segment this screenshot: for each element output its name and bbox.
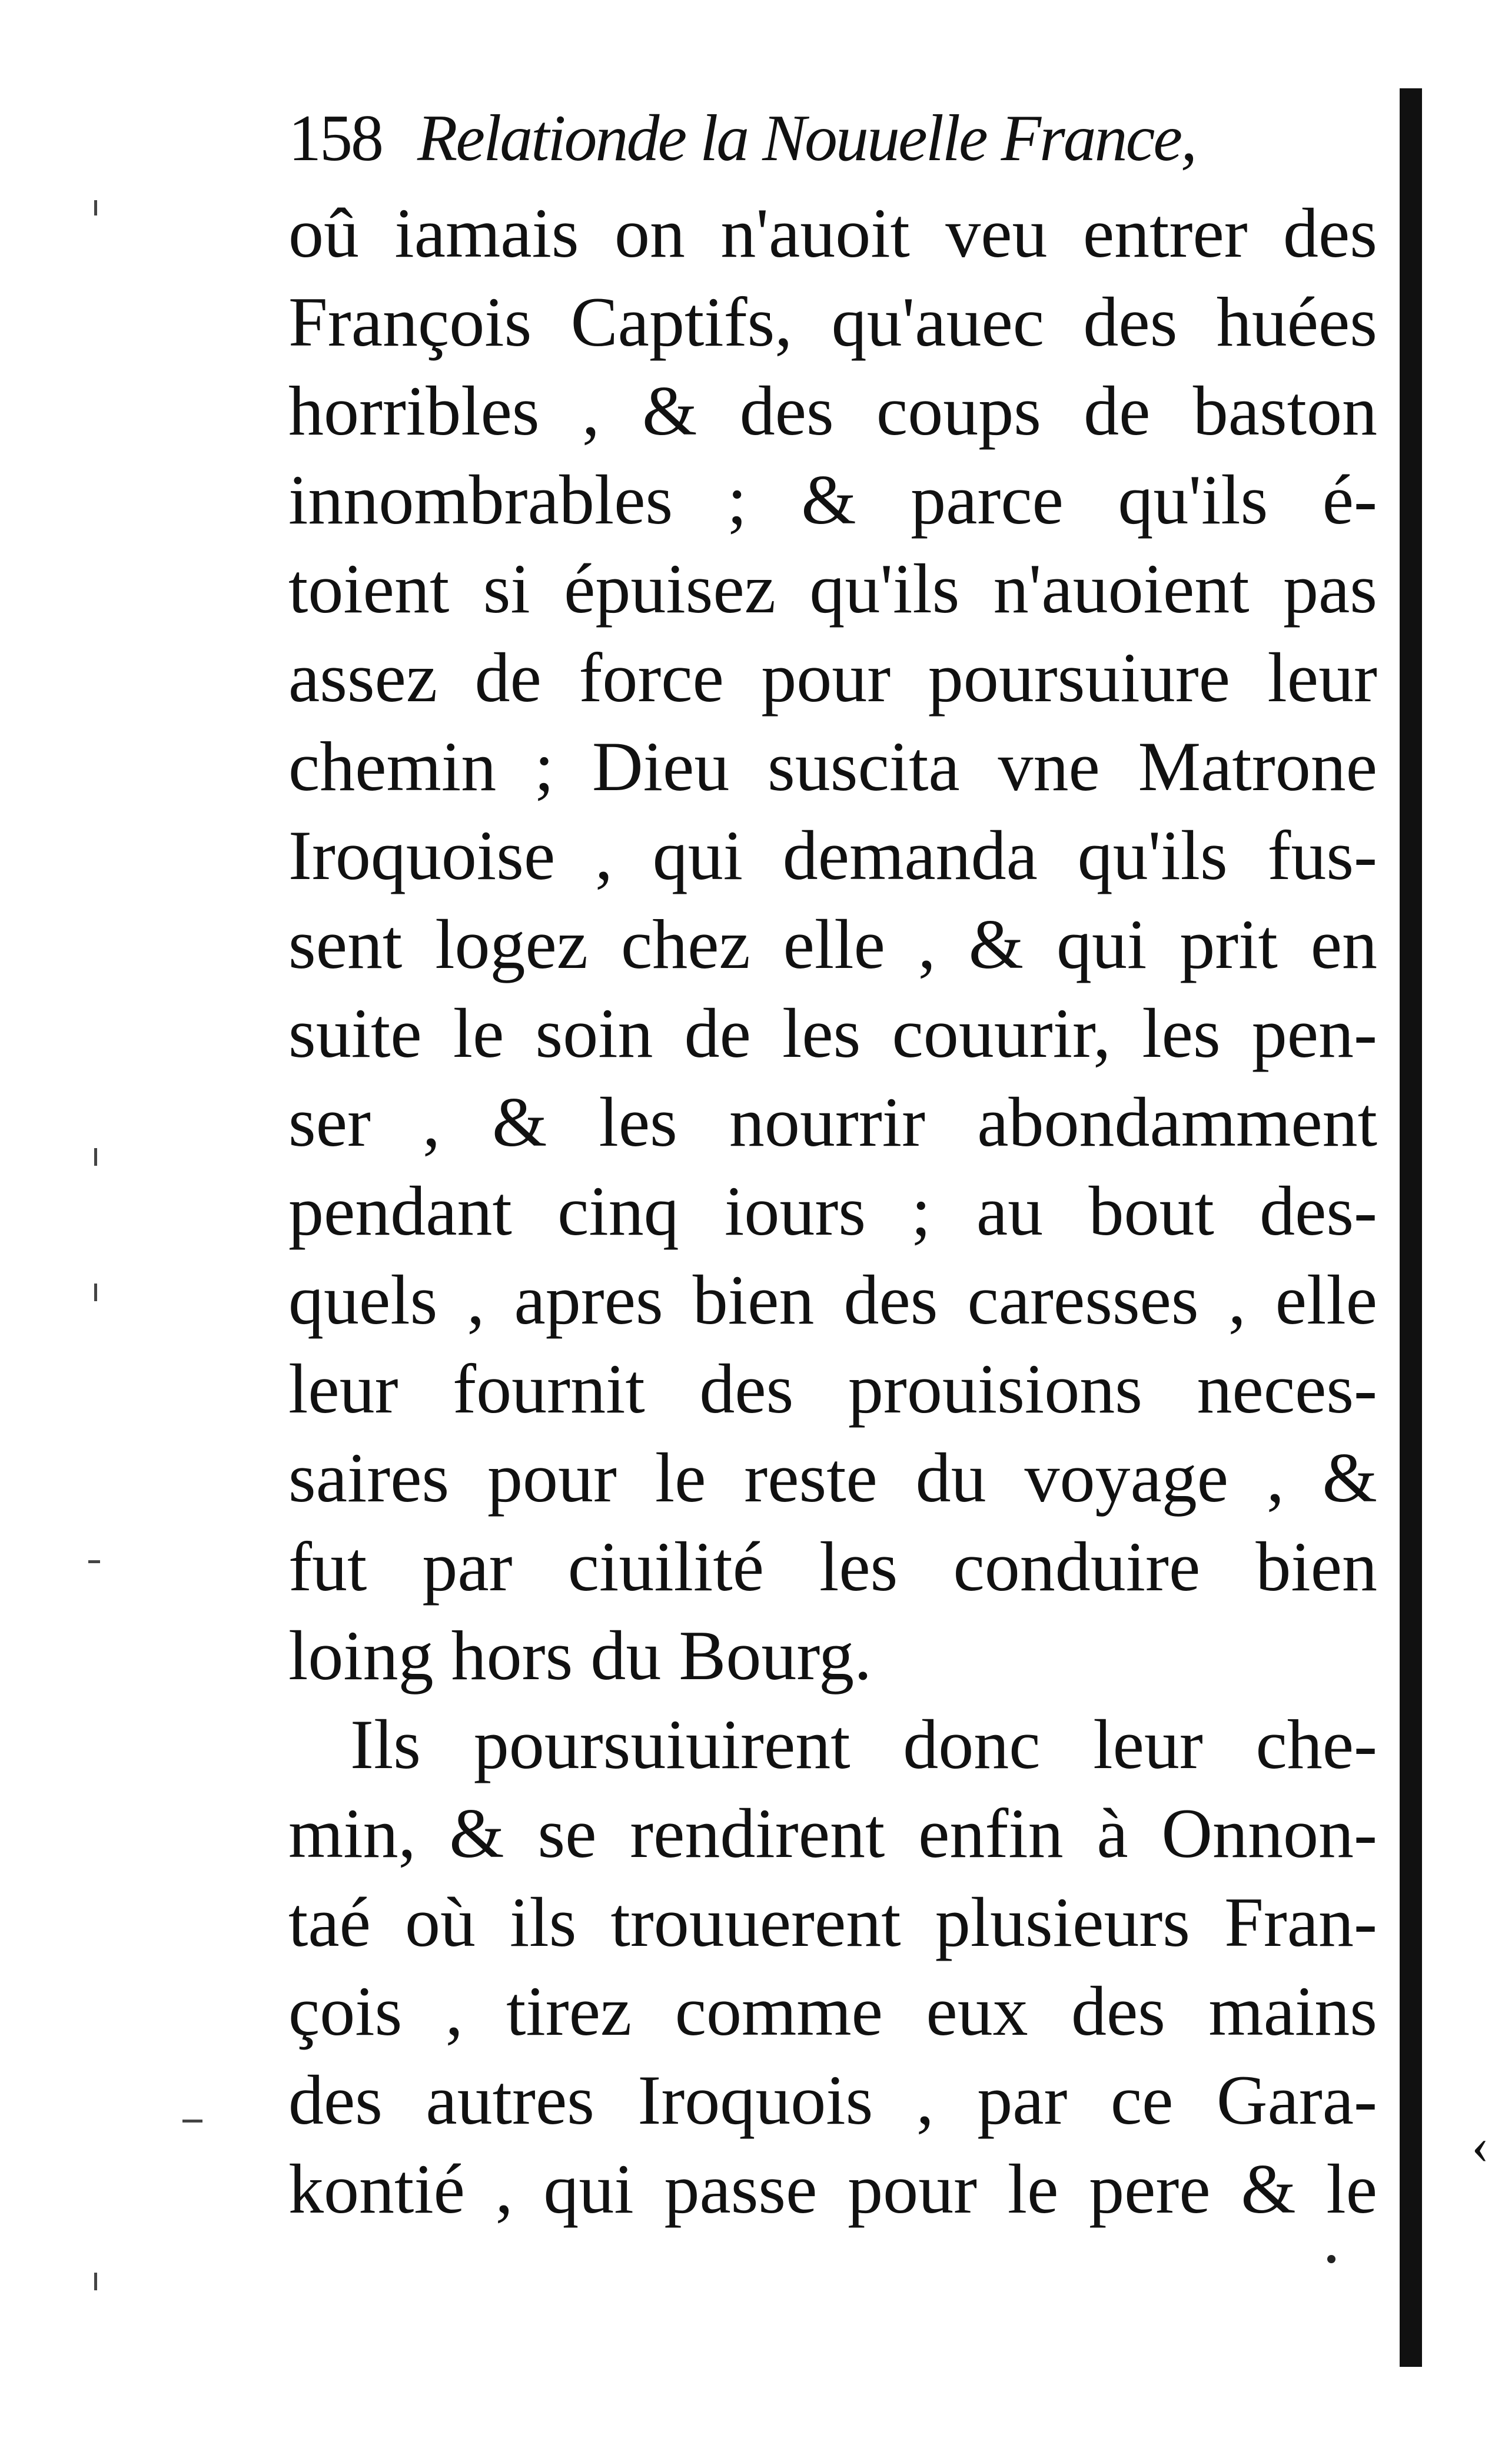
ink-speck — [1327, 2255, 1335, 2263]
text-line-19: min, & se rendirent enfin à Onnon- — [288, 1794, 1377, 1872]
text-line-13: quels , apres bien des caresses , elle — [288, 1261, 1377, 1339]
text-line-20: taé où ils trouuerent plusieurs Fran- — [288, 1883, 1377, 1961]
margin-rule — [1400, 88, 1422, 2367]
text-line-21: çois , tirez comme eux des mains — [288, 1972, 1377, 2050]
text-line-15: saires pour le reste du voyage , & — [288, 1438, 1377, 1517]
text-line-17: loing hors du Bourg. — [288, 1616, 872, 1694]
text-line-7: chemin ; Dieu suscita vne Matrone — [288, 727, 1377, 805]
gutter-mark: ‹ — [1471, 2117, 1489, 2175]
text-line-5: toient si épuisez qu'ils n'auoient pas — [288, 549, 1377, 628]
text-line-2: François Captifs, qu'auec des huées — [288, 283, 1377, 361]
page-number: 158 — [288, 102, 382, 175]
text-line-14: leur fournit des prouisions neces- — [288, 1349, 1377, 1428]
text-line-16: fut par ciuilité les conduire bien — [288, 1527, 1377, 1606]
text-line-4: innombrables ; & parce qu'ils é- — [288, 460, 1377, 539]
text-line-12: pendant cinq iours ; au bout des- — [288, 1172, 1377, 1250]
left-margin-mark — [88, 1560, 100, 1563]
text-line-10: suite le soin de les couurir, les pen- — [288, 994, 1377, 1072]
text-line-1: oû iamais on n'auoit veu entrer des — [288, 194, 1377, 272]
left-margin-mark — [94, 1284, 97, 1301]
text-line-3: horribles , & des coups de baston — [288, 372, 1377, 450]
text-line-11: ser , & les nourrir abondamment — [288, 1083, 1377, 1161]
text-line-22: des autres Iroquois , par ce Gara- — [288, 2061, 1377, 2139]
text-line-8: Iroquoise , qui demanda qu'ils fus- — [288, 816, 1377, 894]
running-head — [288, 88, 1377, 188]
body-text — [288, 188, 1377, 2233]
text-line-9: sent logez chez elle , & qui prit en — [288, 905, 1377, 983]
left-margin-mark — [94, 2273, 97, 2290]
text-line-18: Ils poursuiuirent donc leur che- — [350, 1705, 1377, 1783]
text-line-6: assez de force pour poursuiure leur — [288, 638, 1377, 717]
running-title: Relationde la Nouuelle France, — [417, 102, 1196, 175]
left-margin-mark — [182, 2120, 202, 2123]
text-line-23: kontié , qui passe pour le pere & le — [288, 2150, 1377, 2228]
left-margin-mark — [94, 200, 97, 215]
left-margin-mark — [94, 1148, 97, 1166]
